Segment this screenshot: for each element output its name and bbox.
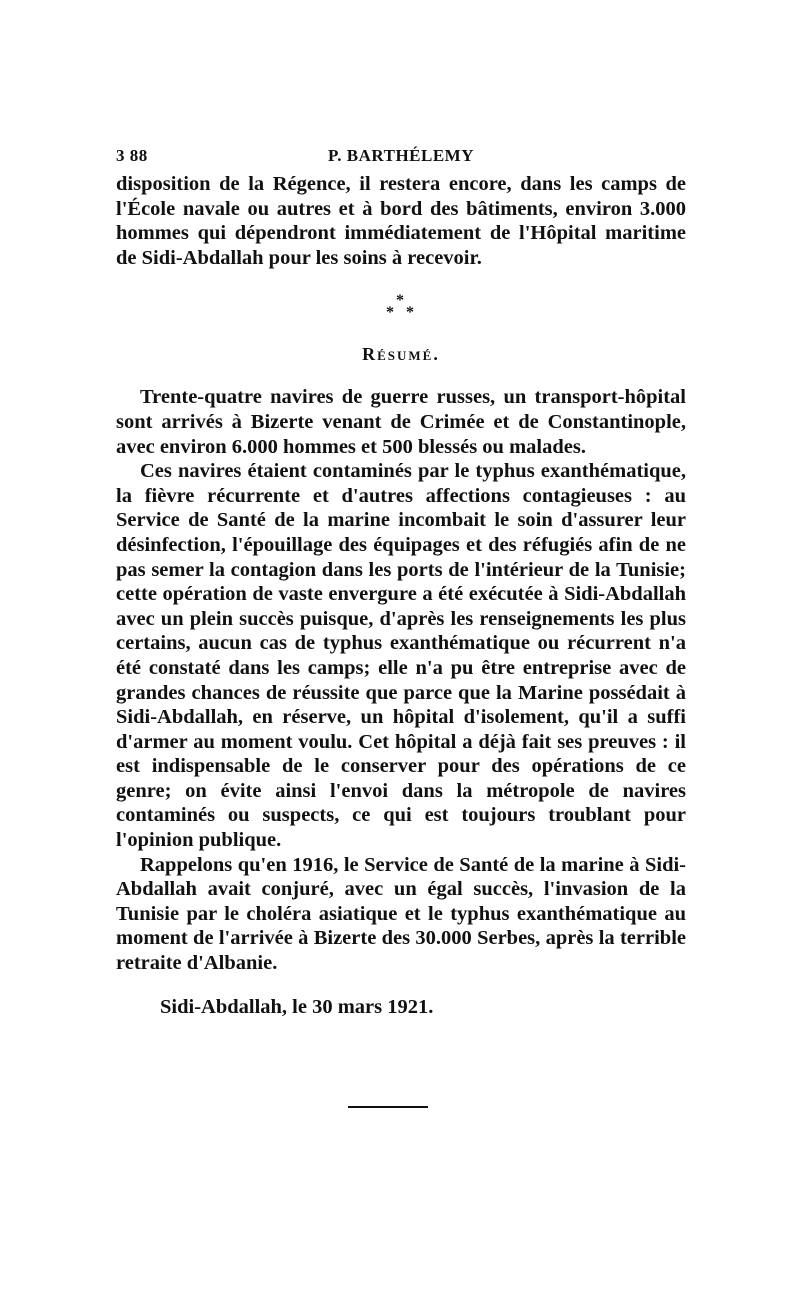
body-paragraph-3: Rappelons qu'en 1916, le Service de Santé de la marine à Sidi-Abdallah avait conjuré, avec un égal succès, l'invasion de la Tunisie par le choléra asiatique et le typhus exanthématique au moment de l'arrivée à Bizerte des 30.000 Serbes, après la terrible retraite d'Albanie.: [116, 853, 686, 975]
end-rule-divider: [348, 1106, 428, 1108]
body-paragraph-1: Trente-quatre navires de guerre russes, un transport-hôpital sont arrivés à Bizerte venant de Crimée et de Constantinople, avec environ 6.000 hommes et 500 blessés ou malades.: [116, 386, 686, 458]
page-header: [116, 146, 686, 172]
document-page: [116, 146, 686, 1019]
running-title: P. BARTHÉLEMY: [327, 146, 475, 165]
asterism-star-right: *: [406, 304, 414, 322]
page-number: 3 88: [116, 146, 148, 165]
asterism-divider: [116, 292, 686, 328]
body-paragraph-2: Ces navires étaient contaminés par le typhus exanthématique, la fièvre récurrente et d'autres affections contagieuses : au Service de Santé de la marine incombait le soin d'assurer leur désinfection, l'épouillage des équipages et des réfugiés afin de ne pas semer la contagion dans les ports de l'intérieur de la Tunisie; cette opération de vaste envergure a été exécutée à Sidi-Abdallah avec un plein succès puisque, d'après les renseignements les plus certains, aucun cas de typhus exanthématique ou récurrent n'a été constaté dans les camps; elle n'a pu être entreprise avec de grandes chances de réussite que parce que la Marine possédait à Sidi-Abdallah, en réserve, un hôpital d'isolement, qu'il a suffi d'armer au moment voulu. Cet hôpital a déjà fait ses preuves : il est indispensable de le conserver pour des opérations de ce genre; on évite ainsi l'envoi dans la métropole de navires contaminés ou suspects, ce qui est toujours troublant pour l'opinion publique.: [116, 460, 686, 852]
section-title: Résumé.: [362, 344, 440, 365]
intro-paragraph: disposition de la Régence, il restera encore, dans les camps de l'École navale ou autres et à bord des bâtiments, environ 3.000 hommes qui dépendront immédiatement de l'Hôpital maritime de Sidi-Abdallah pour les soins à recevoir.: [116, 173, 686, 269]
asterism-star-left: *: [386, 304, 394, 322]
date-signature: Sidi-Abdallah, le 30 mars 1921.: [160, 995, 434, 1018]
asterism-star-top: *: [396, 292, 404, 310]
